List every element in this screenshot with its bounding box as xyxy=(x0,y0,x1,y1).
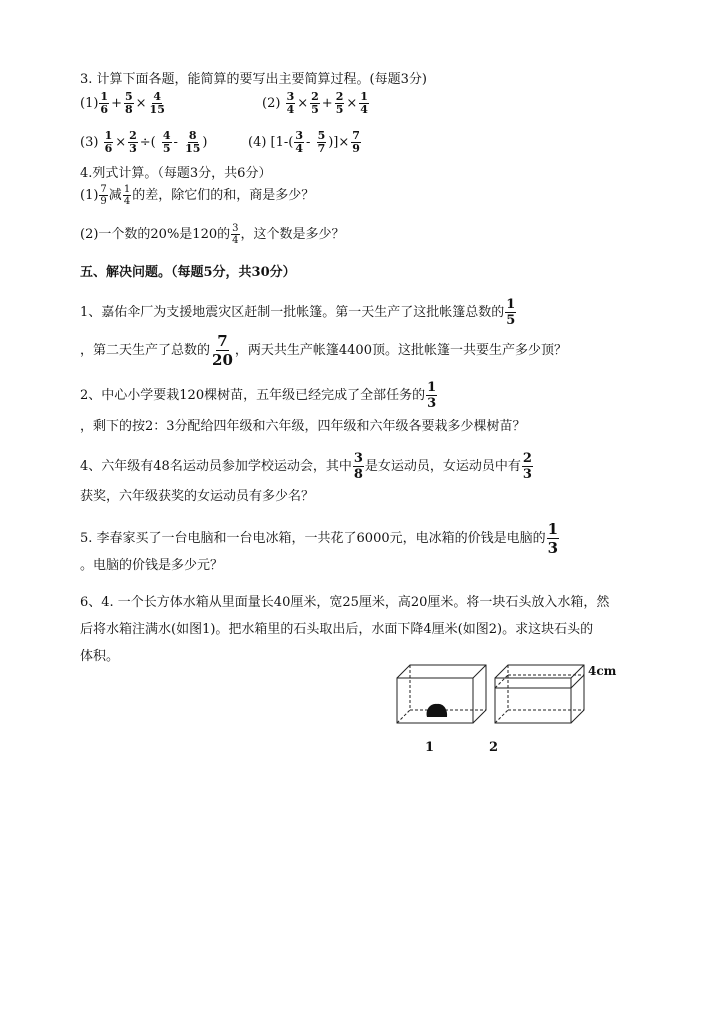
s5-q4-line1: 4、六年级有48名运动员参加学校运动会，其中 $\frac{3}{8}$ 是女运动员，女运动员中有 $\frac{2}{3}$ xyxy=(80,451,532,482)
q3-problem-4: (4) [1-( $\frac{3}{4}$ - $\frac{5}{7}$ )]× $\frac{7}{9}$ xyxy=(248,129,360,155)
s5-q1-line2: ，第二天生产了总数的 $\frac{7}{20}$ ，两天共生产帐篷4400顶。这批帐篷一共要生产多少顶？ xyxy=(80,332,567,369)
s5-q2-line1: 2、中心小学要栽120棵树苗，五年级已经完成了全部任务的 $\frac{1}{3}$ xyxy=(80,380,437,411)
figure-label-2: 2 xyxy=(489,740,499,755)
s5-q4-line2: 获奖，六年级获奖的女运动员有多少名？ xyxy=(80,489,315,504)
q3-problem-3: (3) $\frac{1}{6}$ × $\frac{2}{3}$ ÷( $\frac{4}{5}$ - $\frac{8}{15}$ ) xyxy=(80,129,208,155)
s5-q6-line1: 6、4. 一个长方体水箱从里面量长40厘米，宽25厘米，高20厘米。将一块石头放入水箱，然 xyxy=(80,595,610,610)
section-5-title: 五、解决问题。（每题5分，共30分） xyxy=(80,265,296,280)
s5-q6-line2: 后将水箱注满水(如图1)。把水箱里的石头取出后，水面下降4厘米(如图2)。求这块石头的 xyxy=(80,622,594,637)
q4-problem-2: (2)一个数的20%是120的 $\frac{3}{4}$ ，这个数是多少？ xyxy=(80,223,345,246)
q3-title: 3. 计算下面各题，能简算的要写出主要简算过程。(每题3分) xyxy=(80,72,427,87)
q3-problem-1: (1) $\frac{1}{6}$ + $\frac{5}{8}$ × $\frac{4}{15}$ xyxy=(80,90,165,116)
figure-dimension-label: 4cm xyxy=(588,664,617,678)
s5-q5-line1: 5. 李春家买了一台电脑和一台电冰箱，一共花了6000元，电冰箱的价钱是电脑的 $\frac{1}{3}$ xyxy=(80,520,559,557)
s5-q6-line3: 体积。 xyxy=(80,649,120,664)
q4-title: 4.列式计算。（每题3分，共6分） xyxy=(80,166,272,181)
water-tank-figure xyxy=(385,655,645,765)
stone-icon xyxy=(427,704,448,717)
q4-problem-1: (1) $\frac{7}{9}$ 减 $\frac{1}{4}$ 的差，除它们的和，商是多少？ xyxy=(80,184,315,207)
s5-q1-line1: 1、嘉佑伞厂为支援地震灾区赶制一批帐篷。第一天生产了这批帐篷总数的 $\frac{1}{5}$ xyxy=(80,297,516,328)
q3-problem-2: (2) $\frac{3}{4}$ × $\frac{2}{5}$ + $\frac{2}{5}$ × $\frac{1}{4}$ xyxy=(262,90,368,116)
s5-q2-line2: ，剩下的按2：3分配给四年级和六年级，四年级和六年级各要栽多少棵树苗？ xyxy=(80,419,526,434)
s5-q5-line2: 。电脑的价钱是多少元？ xyxy=(80,558,224,573)
figure-label-1: 1 xyxy=(425,740,435,755)
